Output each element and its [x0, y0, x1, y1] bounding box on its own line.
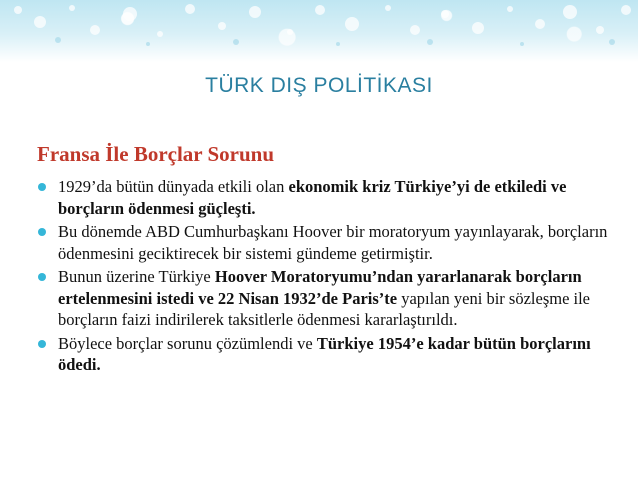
bullet-item — [37, 176, 617, 219]
bullet-text: Bunun üzerine Türkiye — [58, 267, 215, 286]
bullet-marker-icon — [38, 183, 46, 191]
bullet-item — [37, 333, 617, 376]
bullet-marker-icon — [38, 273, 46, 281]
bullet-item — [37, 266, 617, 331]
bullet-text-bold: ekonomik kriz Türkiye’yi de etkiledi ve borçların ödenmesi güçleşti. — [58, 177, 567, 218]
bullet-item — [37, 221, 617, 264]
slide-title: TÜRK DIŞ POLİTİKASI — [205, 74, 433, 97]
bullet-marker-icon — [38, 228, 46, 236]
bullet-text-bold: Hoover Moratoryumu’ndan yararlanarak borçların ertelenmesini istedi ve 22 Nisan 1932’de Paris’te — [58, 267, 582, 308]
bullet-text: Böylece borçlar sorunu çözümlendi ve — [58, 333, 317, 353]
bullet-marker-icon — [38, 340, 46, 348]
slide-subtitle: Fransa İle Borçlar Sorunu — [37, 142, 275, 166]
bullet-text-bold: Türkiye 1954’e kadar bütün borçlarını ödedi. — [58, 333, 591, 374]
bullet-list — [37, 176, 617, 378]
bullet-text: yapılan yeni bir sözleşme ile borçların faizi indirilerek taksitlerle ödenmesi kararlaştırıldı. — [58, 288, 591, 329]
bullet-text: Bu dönemde ABD Cumhurbaşkanı Hoover bir moratoryum yayınlayarak, borçların ödenmesini geciktirecek bir sistemi gündeme getirmiştir. — [58, 222, 608, 263]
bubble-pattern — [0, 0, 638, 58]
bullet-text: 1929’da bütün dünyada etkili olan — [58, 177, 289, 196]
